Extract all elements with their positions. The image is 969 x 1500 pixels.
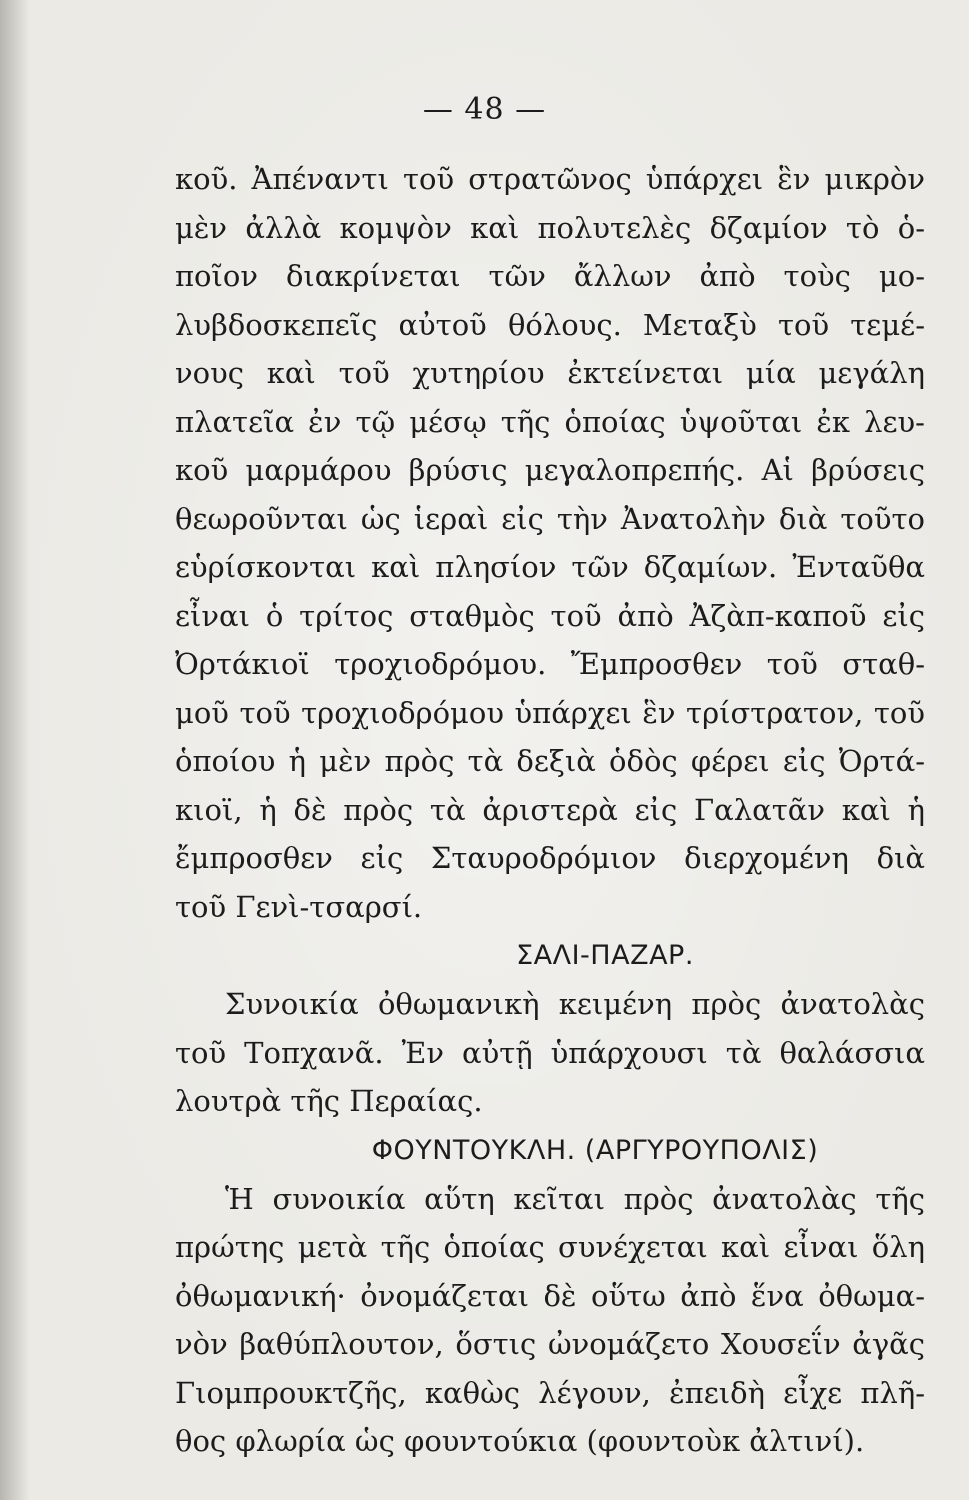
paragraph-1 [175,155,925,931]
text-line: εἶναι ὁ τρίτος σταθμὸς τοῦ ἀπὸ Ἀζὰπ-καποῦ εἰς [175,598,925,633]
text-line: λυβδοσκεπεῖς αὐτοῦ θόλους. Μεταξὺ τοῦ τεμέ- [175,307,925,342]
text-line: τοῦ Τοπχανᾶ. Ἐν αὐτῇ ὑπάρχουσι τὰ θαλάσσια [175,1035,925,1070]
text-line: μὲν ἀλλὰ κομψὸν καὶ πολυτελὲς δζαμίον τὸ ὁ- [175,210,925,245]
text-line: εὑρίσκονται καὶ πλησίον τῶν δζαμίων. Ἐνταῦθα [175,550,925,584]
page-number: — 48 — [422,92,547,127]
section-heading-fountoukli: ΦΟΥΝΤΟΥΚΛΗ. (ΑΡΓΥΡΟΥΠΟΛΙΣ) [371,1134,819,1166]
text-line: πρώτης μετὰ τῆς ὁποίας συνέχεται καὶ εἶναι ὅλη [175,1230,925,1264]
text-line: πλατεῖα ἐν τῷ μέσῳ τῆς ὁποίας ὑψοῦται ἐκ λευ- [175,404,925,439]
text-line: ὁποίου ἡ μὲν πρὸς τὰ δεξιὰ ὁδὸς φέρει εἰς Ὀρτά- [175,744,925,778]
page-text [175,155,925,1466]
paragraph-3 [175,1175,925,1466]
text-line: νους καὶ τοῦ χυτηρίου ἐκτείνεται μία μεγάλη [175,356,925,390]
text-line: ἔμπροσθεν εἰς Σταυροδρόμιον διερχομένη διὰ [175,841,925,875]
section-heading-sali-pazar: ΣΑΛΙ-ΠΑΖΑΡ. [516,940,694,971]
text-line: Γιομπρουκτζῆς, καθὼς λέγουν, ἐπειδὴ εἶχε πλῆ- [175,1375,925,1410]
text-line: Ὀρτάκιοϊ τροχιοδρόμου. Ἔμπροσθεν τοῦ σταθ- [175,647,925,681]
paragraph-2 [175,980,925,1126]
binding-shadow [0,0,30,1500]
text-line: κοῦ μαρμάρου βρύσις μεγαλοπρεπής. Αἱ βρύσεις [175,453,925,487]
text-line: ποῖον διακρίνεται τῶν ἄλλων ἀπὸ τοὺς μο- [175,259,925,293]
text-line: θεωροῦνται ὡς ἱεραὶ εἰς τὴν Ἀνατολὴν διὰ τοῦτο [175,501,925,536]
text-line: Συνοικία ὀθωμανικὴ κειμένη πρὸς ἀνατολὰς [225,987,925,1021]
text-line: ὀθωμανική· ὀνομάζεται δὲ οὕτω ἀπὸ ἕνα ὀθωμα- [175,1278,925,1313]
text-line: θος φλωρία ὡς φουντούκια (φουντοὺκ ἀλτινί). [175,1424,865,1458]
text-line: κοῦ. Ἀπέναντι τοῦ στρατῶνος ὑπάρχει ἓν μικρὸν [175,162,925,196]
text-line: μοῦ τοῦ τροχιοδρόμου ὑπάρχει ἓν τρίστρατον, τοῦ [175,695,925,730]
text-line: κιοϊ, ἡ δὲ πρὸς τὰ ἀριστερὰ εἰς Γαλατᾶν καὶ ἡ [175,792,925,827]
text-line: Ἡ συνοικία αὕτη κεῖται πρὸς ἀνατολὰς τῆς [225,1181,925,1216]
text-line: νὸν βαθύπλουτον, ὅστις ὠνομάζετο Χουσεΐν ἀγᾶς [175,1327,925,1361]
text-line: τοῦ Γενὶ-τσαρσί. [175,889,423,924]
text-line: λουτρὰ τῆς Περαίας. [175,1084,483,1118]
